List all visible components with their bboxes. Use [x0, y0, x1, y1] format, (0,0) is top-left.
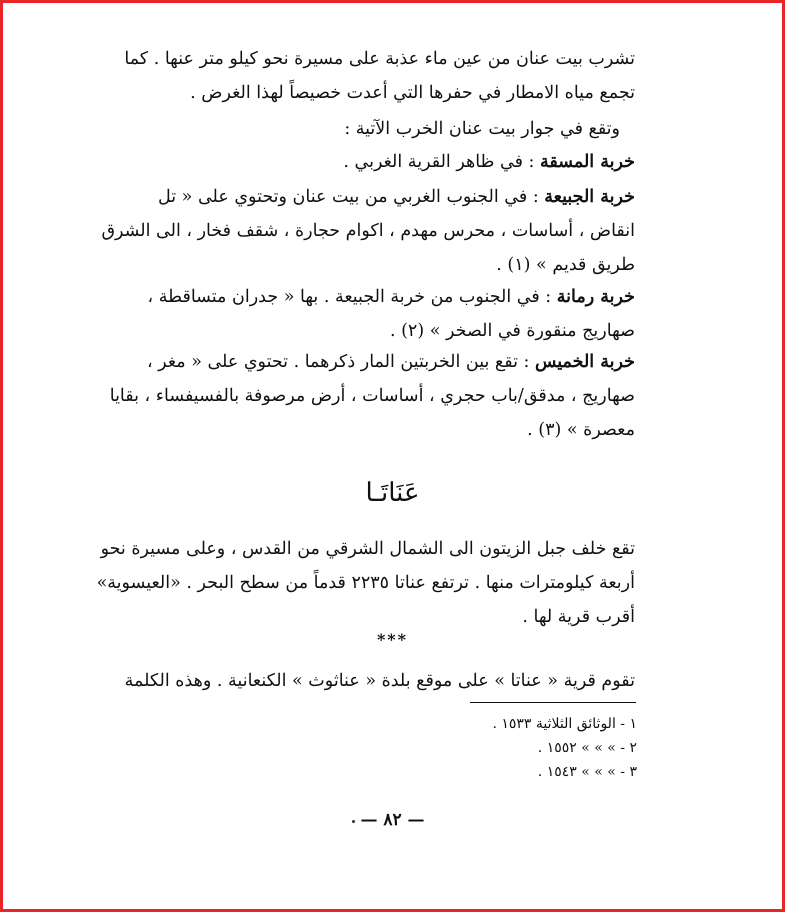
text-line: تقوم قرية « عناتا » على موقع بلدة « عناثوث » الكنعانية . وهذه الكلمة [124, 671, 635, 691]
text-line: أربعة كيلومترات منها . ترتفع عناتا ٢٢٣٥ قدماً من سطح البحر . «العيسوية» [96, 573, 635, 593]
text-line: وتقع في جوار بيت عنان الخرب الآتية : [344, 119, 620, 139]
ruin-description: : في الجنوب الغربي من بيت عنان وتحتوي على « تل [157, 187, 545, 207]
footnote-1: ١ - الوثائق الثلاثية ١٥٣٣ . [492, 716, 637, 732]
text-line [146, 345, 635, 379]
page-number: — ٨٢ — [360, 810, 425, 830]
paragraph-ruins-intro [344, 112, 620, 146]
ruin-name: خربة الخميس [534, 352, 635, 372]
text-line: تقع خلف جبل الزيتون الى الشمال الشرقي من القدس ، وعلى مسيرة نحو [100, 539, 635, 559]
ruin-name: خربة المسقة [540, 152, 635, 172]
text-line: معصرة » (٣) . [527, 420, 635, 440]
section-title: عَنَاتَـا [365, 478, 420, 508]
text-line: صهاريج ، مدقق/باب حجري ، أساسات ، أرض مرصوفة بالفسيفساء ، بقايا [109, 386, 635, 406]
ruin-description: : تقع بين الخربتين المار ذكرهما . تحتوي على « مغر ، [146, 352, 535, 372]
text-line: تجمع مياه الامطار في حفرها التي أعدت خصيصاً لهذا الغرض . [190, 83, 635, 103]
paragraph-water-source [124, 42, 635, 110]
paragraph-khirbet-musqa [343, 145, 635, 179]
text-line [147, 280, 635, 314]
paragraph-khirbet-rummana [147, 280, 635, 348]
text-line: تشرب بيت عنان من عين ماء عذبة على مسيرة نحو كيلو متر عنها . كما [124, 49, 635, 69]
ruin-description: : في الجنوب من خربة الجبيعة . بها « جدران متساقطة ، [147, 287, 557, 307]
paragraph-anathoth [124, 664, 635, 698]
text-line: أقرب قرية لها . [522, 607, 635, 627]
ruin-name: خربة الجبيعة [544, 187, 635, 207]
footnote-3: ٣ - » » » ١٥٤٣ . [537, 764, 637, 780]
text-line [155, 180, 635, 214]
text-line: طريق قديم » (١) . [496, 255, 635, 275]
footnote-2: ٢ - » » » ١٥٥٢ . [537, 740, 637, 756]
text-line: صهاريج منقورة في الصخر » (٢) . [389, 321, 635, 341]
paragraph-anata-location [96, 532, 635, 634]
footnotes [492, 712, 637, 784]
ruin-description: : في ظاهر القرية الغربي . [343, 152, 541, 172]
ruin-name: خربة رمانة [556, 287, 635, 307]
footnote-separator [470, 702, 636, 703]
text-line: انقاض ، أساسات ، محرس مهدم ، اكوام حجارة ، شقف فخار ، الى الشرق [101, 221, 635, 241]
paragraph-khirbet-jubeia [101, 180, 635, 282]
section-divider-stars: *** [376, 630, 409, 649]
paragraph-khirbet-khamis [109, 345, 635, 447]
